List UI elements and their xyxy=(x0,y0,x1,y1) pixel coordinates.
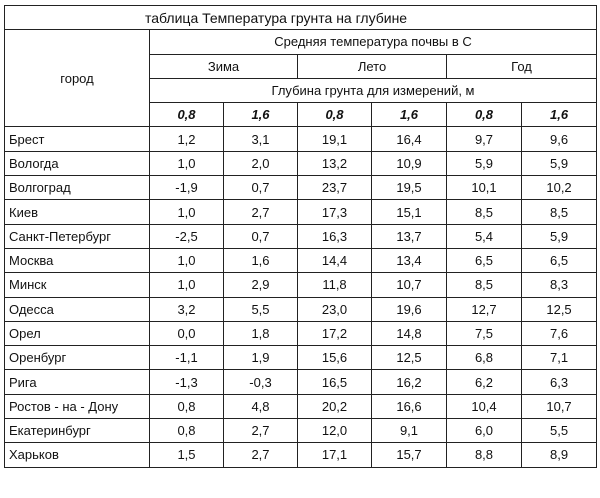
city-cell: Волгоград xyxy=(5,176,150,200)
city-cell: Харьков xyxy=(5,443,150,467)
temperature-cell: 17,3 xyxy=(298,200,372,224)
temperature-cell: -2,5 xyxy=(150,224,224,248)
temperature-cell: 10,9 xyxy=(372,151,447,175)
temperature-cell: 7,6 xyxy=(522,321,597,345)
temperature-cell: 16,6 xyxy=(372,394,447,418)
temperature-cell: 19,1 xyxy=(298,127,372,151)
table-row xyxy=(5,321,597,345)
table-row xyxy=(5,127,597,151)
temperature-cell: 8,3 xyxy=(522,273,597,297)
table-row xyxy=(5,248,597,272)
table-row xyxy=(5,176,597,200)
temperature-cell: 1,8 xyxy=(224,321,298,345)
temperature-cell: -1,9 xyxy=(150,176,224,200)
city-cell: Киев xyxy=(5,200,150,224)
depth-header-cell: 1,6 xyxy=(224,103,298,127)
temperature-cell: 4,8 xyxy=(224,394,298,418)
temperature-cell: 11,8 xyxy=(298,273,372,297)
soil-temperature-table xyxy=(4,5,597,468)
temperature-cell: 1,2 xyxy=(150,127,224,151)
temperature-cell: 3,1 xyxy=(224,127,298,151)
city-column-header: город xyxy=(5,30,150,127)
header-row-1 xyxy=(5,30,597,54)
temperature-cell: 0,8 xyxy=(150,419,224,443)
temperature-cell: 16,5 xyxy=(298,370,372,394)
temperature-cell: 15,1 xyxy=(372,200,447,224)
temperature-cell: 3,2 xyxy=(150,297,224,321)
table-row xyxy=(5,151,597,175)
table-row xyxy=(5,419,597,443)
temperature-cell: 5,9 xyxy=(522,224,597,248)
temperature-cell: -1,3 xyxy=(150,370,224,394)
temperature-cell: 12,7 xyxy=(447,297,522,321)
table-row xyxy=(5,224,597,248)
city-cell: Минск xyxy=(5,273,150,297)
temperature-cell: 12,5 xyxy=(372,346,447,370)
temperature-cell: 9,7 xyxy=(447,127,522,151)
temperature-cell: 5,4 xyxy=(447,224,522,248)
temperature-cell: 6,8 xyxy=(447,346,522,370)
temperature-cell: 0,8 xyxy=(150,394,224,418)
temperature-cell: 17,1 xyxy=(298,443,372,467)
depth-label-header: Глубина грунта для измерений, м xyxy=(150,78,597,102)
temperature-cell: 23,7 xyxy=(298,176,372,200)
temperature-cell: 9,1 xyxy=(372,419,447,443)
temperature-cell: 8,5 xyxy=(447,200,522,224)
temperature-cell: 10,4 xyxy=(447,394,522,418)
temperature-cell: 10,1 xyxy=(447,176,522,200)
city-cell: Рига xyxy=(5,370,150,394)
temperature-cell: 14,8 xyxy=(372,321,447,345)
temperature-cell: 5,5 xyxy=(522,419,597,443)
temperature-cell: 2,7 xyxy=(224,443,298,467)
city-cell: Вологда xyxy=(5,151,150,175)
temperature-cell: 5,9 xyxy=(522,151,597,175)
table-row xyxy=(5,297,597,321)
temperature-cell: 2,7 xyxy=(224,419,298,443)
temperature-cell: 23,0 xyxy=(298,297,372,321)
temperature-cell: 6,5 xyxy=(447,248,522,272)
city-cell: Екатеринбург xyxy=(5,419,150,443)
table-container xyxy=(4,5,597,468)
temperature-cell: 6,3 xyxy=(522,370,597,394)
temperature-cell: 7,1 xyxy=(522,346,597,370)
temperature-cell: 16,2 xyxy=(372,370,447,394)
depth-header-cell: 0,8 xyxy=(447,103,522,127)
temperature-cell: 10,2 xyxy=(522,176,597,200)
temperature-cell: 2,0 xyxy=(224,151,298,175)
temperature-cell: 1,5 xyxy=(150,443,224,467)
depth-header-cell: 0,8 xyxy=(298,103,372,127)
city-cell: Москва xyxy=(5,248,150,272)
temperature-cell: 13,4 xyxy=(372,248,447,272)
temperature-cell: 12,5 xyxy=(522,297,597,321)
depth-header-cell: 1,6 xyxy=(372,103,447,127)
temperature-cell: 1,0 xyxy=(150,151,224,175)
depth-header-cell: 1,6 xyxy=(522,103,597,127)
temperature-cell: 8,8 xyxy=(447,443,522,467)
temperature-cell: 1,0 xyxy=(150,200,224,224)
temperature-cell: 13,2 xyxy=(298,151,372,175)
temperature-cell: 12,0 xyxy=(298,419,372,443)
temperature-cell: 15,7 xyxy=(372,443,447,467)
table-row xyxy=(5,370,597,394)
temperature-cell: -1,1 xyxy=(150,346,224,370)
temperature-cell: 9,6 xyxy=(522,127,597,151)
temperature-cell: 15,6 xyxy=(298,346,372,370)
city-cell: Одесса xyxy=(5,297,150,321)
temperature-cell: 1,6 xyxy=(224,248,298,272)
temperature-cell: 2,9 xyxy=(224,273,298,297)
temperature-cell: 19,5 xyxy=(372,176,447,200)
temperature-cell: 1,0 xyxy=(150,273,224,297)
season-summer-header: Лето xyxy=(298,54,447,78)
table-row xyxy=(5,273,597,297)
temperature-cell: 8,5 xyxy=(522,200,597,224)
temperature-cell: 0,7 xyxy=(224,224,298,248)
temperature-cell: 0,0 xyxy=(150,321,224,345)
temperature-cell: 14,4 xyxy=(298,248,372,272)
temperature-cell: 6,0 xyxy=(447,419,522,443)
temperature-cell: 16,3 xyxy=(298,224,372,248)
temperature-cell: 20,2 xyxy=(298,394,372,418)
temperature-cell: 8,5 xyxy=(447,273,522,297)
temperature-cell: 17,2 xyxy=(298,321,372,345)
temperature-cell: 19,6 xyxy=(372,297,447,321)
temperature-cell: 1,9 xyxy=(224,346,298,370)
temperature-cell: 7,5 xyxy=(447,321,522,345)
temperature-cell: 16,4 xyxy=(372,127,447,151)
table-title: таблица Температура грунта на глубине xyxy=(5,6,597,30)
table-row xyxy=(5,394,597,418)
city-cell: Санкт-Петербург xyxy=(5,224,150,248)
temperature-cell: 6,5 xyxy=(522,248,597,272)
city-cell: Ростов - на - Дону xyxy=(5,394,150,418)
temperature-cell: 1,0 xyxy=(150,248,224,272)
season-year-header: Год xyxy=(447,54,597,78)
temperature-cell: 13,7 xyxy=(372,224,447,248)
depth-header-cell: 0,8 xyxy=(150,103,224,127)
city-cell: Оренбург xyxy=(5,346,150,370)
temperature-cell: 2,7 xyxy=(224,200,298,224)
table-row xyxy=(5,200,597,224)
table-row xyxy=(5,346,597,370)
temperature-cell: 6,2 xyxy=(447,370,522,394)
city-cell: Брест xyxy=(5,127,150,151)
temperature-cell: 5,5 xyxy=(224,297,298,321)
temperature-cell: 8,9 xyxy=(522,443,597,467)
temperature-cell: 5,9 xyxy=(447,151,522,175)
season-winter-header: Зима xyxy=(150,54,298,78)
title-row xyxy=(5,6,597,30)
temperature-cell: 10,7 xyxy=(372,273,447,297)
temperature-cell: 10,7 xyxy=(522,394,597,418)
temperature-cell: -0,3 xyxy=(224,370,298,394)
temperature-cell: 0,7 xyxy=(224,176,298,200)
avg-temp-header: Средняя температура почвы в С xyxy=(150,30,597,54)
city-cell: Орел xyxy=(5,321,150,345)
table-row xyxy=(5,443,597,467)
